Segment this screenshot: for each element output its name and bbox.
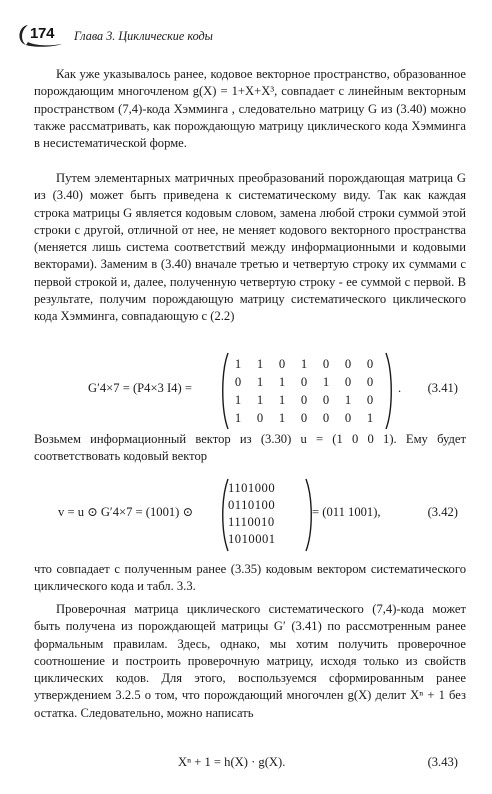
matrix-cell: 0 [278, 357, 286, 371]
matrix-cell: 0 [300, 375, 308, 389]
equation-3-43 [34, 752, 466, 774]
matrix-row [227, 392, 381, 410]
matrix-cell: 0 [366, 357, 374, 371]
matrix-row: 1101000 [228, 481, 276, 495]
matrix-cell: 1 [256, 393, 264, 407]
matrix-cell: 0 [344, 411, 352, 425]
matrix-cell: 1 [278, 411, 286, 425]
matrix-row [227, 374, 381, 392]
paragraph-3: Возьмем информационный вектор из (3.30) u = (1 0 0 1). Ему будет соответствовать кодовый вектор [34, 432, 466, 464]
page-number: 174 [30, 25, 55, 42]
right-paren-icon [384, 352, 394, 430]
matrix-cell: 1 [300, 357, 308, 371]
page-header [14, 22, 484, 50]
equation-3-42-rhs: = (011 1001), [312, 505, 381, 519]
matrix-cell: 0 [300, 393, 308, 407]
matrix-cell: 1 [256, 375, 264, 389]
equation-3-42 [34, 476, 466, 552]
paragraph-5: Проверочная матрица циклического систематического (7,4)-кода может быть получена из порождающей матрицы G′ (3.41) по рассмотренным ранее формальным правилам. Здесь, однако, мы хотим получить проверочное соотношение и построить проверочную матрицу, исходя только из свойств циклических кодов. Для этого, воспользуемся сформированным ранее утверждением 3.2.5 о том, что порождающий многочлен g(X) делит Xⁿ + 1 без остатка. Следовательно, можно написать [34, 602, 466, 720]
generator-matrix-3-42 [228, 480, 276, 548]
equation-3-42-lhs: v = u ⊙ G′4×7 = (1001) ⊙ [58, 505, 194, 519]
equation-3-41-tail: . [398, 381, 402, 395]
equation-3-41 [34, 350, 466, 432]
matrix-row: 1110010 [228, 515, 275, 529]
matrix-cell: 0 [344, 375, 352, 389]
matrix-cell: 0 [366, 375, 374, 389]
matrix-cell: 0 [322, 357, 330, 371]
equation-3-41-lhs: G′4×7 = (P4×3 I4) = [88, 381, 192, 395]
equation-3-43-body: Xⁿ + 1 = h(X) · g(X). [178, 755, 286, 769]
equation-number-3-41: (3.41) [427, 381, 458, 395]
matrix-cell: 0 [300, 411, 308, 425]
matrix-row [227, 410, 381, 428]
matrix-cell: 1 [366, 411, 374, 425]
matrix-cell: 0 [234, 375, 242, 389]
running-head: Глава 3. Циклические коды [74, 29, 213, 43]
matrix-cell: 1 [234, 411, 242, 425]
matrix-row: 1010001 [228, 532, 276, 546]
matrix-cell: 0 [322, 411, 330, 425]
matrix-row [227, 356, 381, 374]
matrix-cell: 1 [256, 357, 264, 371]
matrix-cell: 0 [366, 393, 374, 407]
matrix-cell: 1 [322, 375, 330, 389]
matrix-cell: 1 [234, 357, 242, 371]
matrix-row: 0110100 [228, 498, 276, 512]
paragraph-4: что совпадает с полученным ранее (3.35) кодовым вектором систематического циклического кода и табл. 3.3. [34, 562, 466, 594]
matrix-cell: 0 [256, 411, 264, 425]
matrix-cell: 0 [344, 357, 352, 371]
matrix-cell: 1 [234, 393, 242, 407]
paragraph-2: Путем элементарных матричных преобразований порождающая матрица G из (3.40) может быть приведена к систематическому виду. Так как каждая строка матрицы G является кодовым словом, замена любой строки суммой этой строки с другой, отличной от нее, не меняет кодового векторного пространства (меняется лишь система соответствий между информационными и кодовыми векторами). Заменим в (3.40) вначале третью и четвертую строку их суммами с первой строкой и, далее, полученную четвертую строку - ее суммой с первой. В результате, получим порождающую матрицу систематического циклического кода Хэмминга, совпадающую с (2.2) [34, 171, 466, 324]
generator-matrix-3-41 [227, 356, 381, 428]
matrix-cell: 0 [322, 393, 330, 407]
matrix-cell: 1 [344, 393, 352, 407]
paragraph-1: Как уже указывалось ранее, кодовое векторное пространство, образованное порождающим многочленом g(X) = 1+X+X³, совпадает с линейным векторным пространством (7,4)-кода Хэмминга , следовательно матрицу G из (3.40) можно также рассматривать, как порождающую матрицу циклического кода Хэмминга в несистематической форме. [34, 67, 466, 151]
matrix-cell: 1 [278, 375, 286, 389]
matrix-cell: 1 [278, 393, 286, 407]
equation-number-3-43: (3.43) [427, 755, 458, 769]
equation-number-3-42: (3.42) [427, 505, 458, 519]
page-number-badge [14, 22, 64, 48]
